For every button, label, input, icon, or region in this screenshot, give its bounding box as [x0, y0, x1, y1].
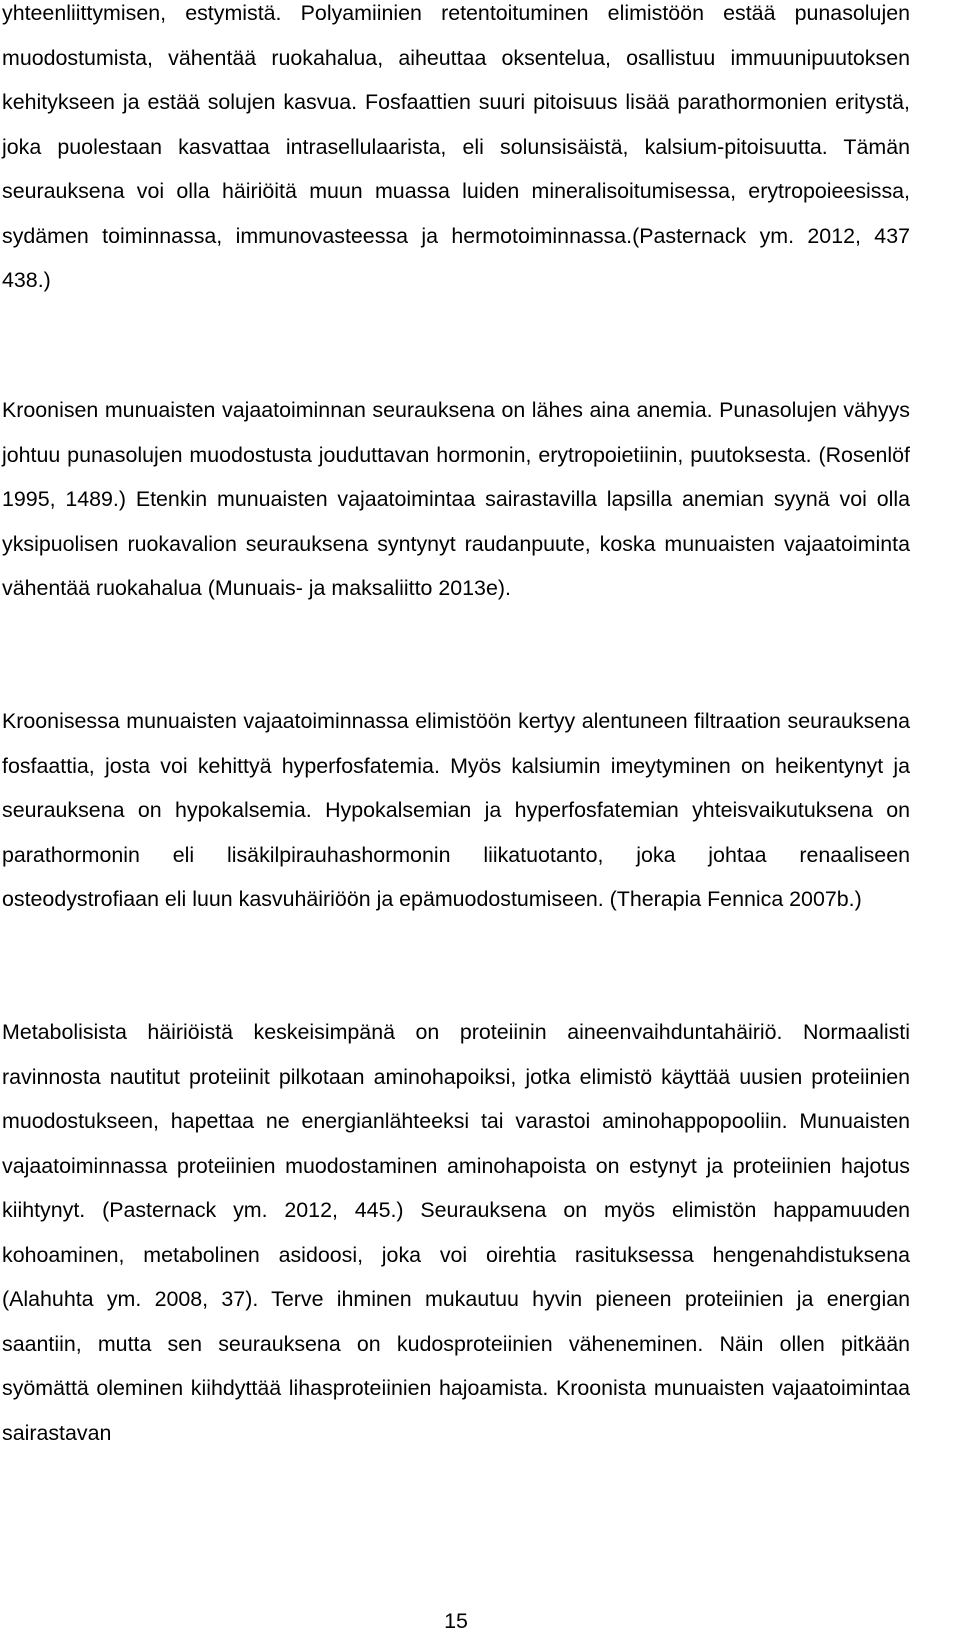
paragraph-2: Kroonisen munuaisten vajaatoiminnan seurauksena on lähes aina anemia. Punasolujen vähyys johtuu punasolujen muodostusta jouduttavan hormonin, erytropoietiinin, puutoksesta. (Rosenlöf 1995, 1489.) Etenkin munuaisten vajaatoimintaa sairastavilla lapsilla anemian syynä voi olla yksipuolisen ruokavalion seurauksena syntynyt raudanpuute, koska munuaisten vajaatoiminta vähentää ruokahalua (Munuais- ja maksaliitto 2013e).: [2, 398, 910, 600]
page-number: 15: [444, 1609, 468, 1633]
paragraph-4: Metabolisista häiriöistä keskeisimpänä on proteiinin aineenvaihduntahäiriö. Normaalisti ravinnosta nautitut proteiinit pilkotaan aminohapoiksi, jotka elimistö käyttää uusien proteiinien muodostukseen, hapettaa ne energianlähteeksi tai varastoi aminohappopooliin. Munuaisten vajaatoiminnassa proteiinien muodostaminen aminohapoista on estynyt ja proteiinien hajotus kiihtynyt. (Pasternack ym. 2012, 445.) Seurauksena on myös elimistön happamuuden kohoaminen, metabolinen asidoosi, joka voi oirehtia rasituksessa hengenahdistuksena (Alahuhta ym. 2008, 37). Terve ihminen mukautuu hyvin pieneen proteiinien ja energian saantiin, mutta sen seurauksena on kudosproteiinien väheneminen. Näin ollen pitkään syömättä oleminen kiihdyttää lihasproteiinien hajoamista. Kroonista munuaisten vajaatoimintaa sairastavan: [2, 1020, 910, 1445]
paragraph-1: yhteenliittymisen, estymistä. Polyamiinien retentoituminen elimistöön estää punasolujen muodostumista, vähentää ruokahalua, aiheuttaa oksentelua, osallistuu immuunipuutoksen kehitykseen ja estää solujen kasvua. Fosfaattien suuri pitoisuus lisää parathormonien eritystä, joka puolestaan kasvattaa intrasellulaarista, eli solunsisäistä, kalsium-pitoisuutta. Tämän seurauksena voi olla häiriöitä muun muassa luiden mineralisoitumisessa, erytropoieesissa, sydämen toiminnassa, immunovasteessa ja hermotoiminnassa.(Pasternack ym. 2012, 437 438.): [2, 1, 910, 292]
paragraph-3: Kroonisessa munuaisten vajaatoiminnassa elimistöön kertyy alentuneen filtraation seurauksena fosfaattia, josta voi kehittyä hyperfosfatemia. Myös kalsiumin imeytyminen on heikentynyt ja seurauksena on hypokalsemia. Hypokalsemian ja hyperfosfatemian yhteisvaikutuksena on parathormonin eli lisäkilpirauhashormonin liikatuotanto, joka johtaa renaaliseen osteodystrofiaan eli luun kasvuhäiriöön ja epämuodostumiseen. (Therapia Fennica 2007b.): [2, 709, 910, 911]
